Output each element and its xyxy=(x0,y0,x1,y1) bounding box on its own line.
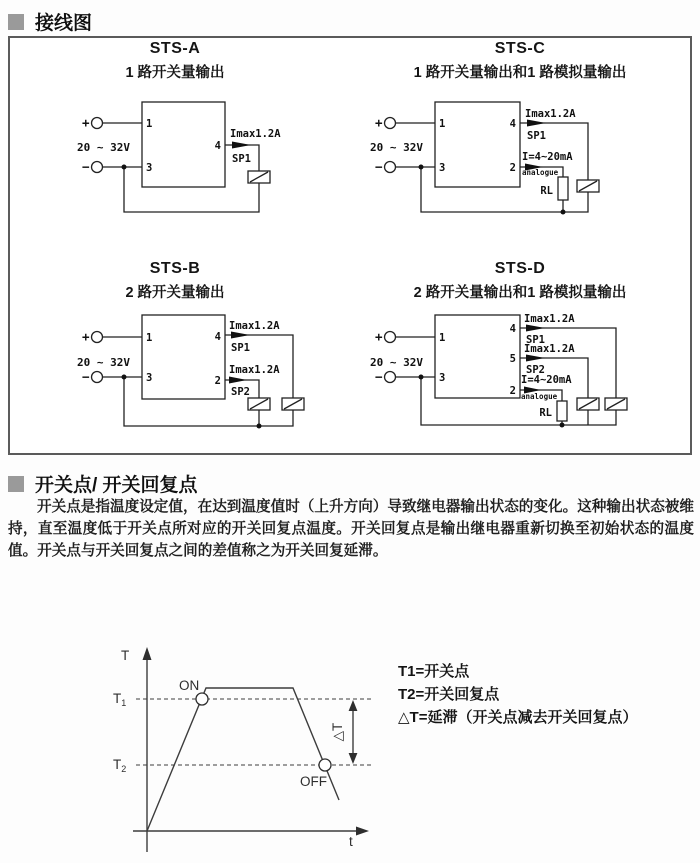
wiring-section-title: 接线图 xyxy=(35,13,93,34)
output-arrow-icon xyxy=(231,332,250,339)
legend-line-t1: T1=开关点 xyxy=(398,663,470,680)
off-label: OFF xyxy=(300,774,327,789)
sts-a-circuit-svg xyxy=(60,95,290,220)
rl-label: RL xyxy=(540,185,553,197)
pin-3-label: 3 xyxy=(146,162,153,174)
delta-t-label: △T xyxy=(330,722,345,742)
on-point-marker xyxy=(196,693,208,705)
sts-a-title-block xyxy=(15,40,335,82)
voltage-label: 20 ~ 32V xyxy=(77,356,130,369)
t2-tick-label: $T_2$ xyxy=(113,757,127,774)
sts-d-name: STS-D xyxy=(494,260,546,277)
pin-1-label: 1 xyxy=(146,118,153,130)
sts-c-subtitle: 1 路开关量输出和1 路模拟量输出 xyxy=(413,65,627,81)
rl-label: RL xyxy=(539,407,552,419)
sts-b-title-block xyxy=(15,260,335,302)
pin-2-label: 2 xyxy=(509,162,516,174)
sts-d-title-block xyxy=(355,260,685,302)
minus-terminal-icon xyxy=(385,162,396,173)
hysteresis-graph-svg xyxy=(100,630,390,860)
wiring-section-header xyxy=(8,8,92,35)
voltage-label: 20 ~ 32V xyxy=(77,141,130,154)
plus-terminal-icon xyxy=(92,118,103,129)
device-box xyxy=(435,102,520,187)
sts-a-name: STS-A xyxy=(149,40,201,57)
minus-label: − xyxy=(375,159,383,174)
relay-icon xyxy=(605,398,627,410)
imax-label: Imax1.2A xyxy=(524,343,575,355)
voltage-label: 20 ~ 32V xyxy=(370,141,423,154)
junction-dot xyxy=(122,165,127,170)
analogue-label: analogue xyxy=(522,168,559,177)
legend-line-t2: T2=开关回复点 xyxy=(398,686,500,703)
sts-b-name: STS-B xyxy=(149,260,201,277)
pin-1-label: 1 xyxy=(439,118,446,130)
legend-line-delta: △T=延滞（开关点减去开关回复点） xyxy=(398,709,638,726)
minus-terminal-icon xyxy=(92,162,103,173)
pin-3-label: 3 xyxy=(439,372,446,384)
minus-label: − xyxy=(82,369,90,384)
switchpoint-paragraph: 开关点是指温度设定值，在达到温度值时（上升方向）导致继电器输出状态的变化。这种输出状态被维持，直至温度低于开关点所对应的开关回复点温度。开关回复点是输出继电器重新切换至初始状态的温度值。开关点与开关回复点之间的差值称之为开关回复延滞。 xyxy=(8,499,694,559)
output-arrow-icon xyxy=(526,325,545,332)
output-arrow-icon xyxy=(526,355,545,362)
switchpoint-section-title: 开关点/ 开关回复点 xyxy=(35,475,198,496)
x-axis-label: t xyxy=(349,834,353,849)
pin-4-label: 4 xyxy=(509,118,516,130)
imax-label: Imax1.2A xyxy=(524,313,575,325)
plus-label: + xyxy=(375,115,383,130)
device-box xyxy=(142,315,225,399)
device-box xyxy=(435,315,520,398)
junction-dot xyxy=(122,375,127,380)
pin-3-label: 3 xyxy=(146,372,153,384)
output-arrow-icon xyxy=(229,377,247,384)
junction-dot xyxy=(419,375,424,380)
plus-label: + xyxy=(375,329,383,344)
sp1-label: SP1 xyxy=(526,334,545,346)
sp1-label: SP1 xyxy=(527,130,546,142)
graph-axes xyxy=(133,647,369,852)
voltage-label: 20 ~ 32V xyxy=(370,356,423,369)
relay-icon xyxy=(248,398,270,410)
pin-4-label: 4 xyxy=(214,140,221,152)
sp1-label: SP1 xyxy=(231,342,250,354)
junction-dot xyxy=(419,165,424,170)
pin-4-label: 4 xyxy=(509,323,516,335)
off-point-marker xyxy=(319,759,331,771)
pin-5-label: 5 xyxy=(509,353,516,365)
relay-icon xyxy=(577,180,599,192)
pin-3-label: 3 xyxy=(439,162,446,174)
sp1-label: SP1 xyxy=(232,153,251,165)
imax-label: Imax1.2A xyxy=(229,364,280,376)
sts-d-circuit-svg xyxy=(365,306,635,436)
sp2-label: SP2 xyxy=(526,364,545,376)
imax-label: Imax1.2A xyxy=(525,108,576,120)
junction-dot xyxy=(560,423,565,428)
temperature-curve xyxy=(147,688,339,831)
pin-4-label: 4 xyxy=(214,331,221,343)
analog-current-label: I=4~20mA xyxy=(522,151,573,163)
y-axis-label: T xyxy=(121,648,130,663)
junction-dot xyxy=(257,424,262,429)
sts-c-name: STS-C xyxy=(494,40,546,57)
plus-terminal-icon xyxy=(385,332,396,343)
minus-label: − xyxy=(82,159,90,174)
relay-icon xyxy=(577,398,599,410)
sts-c-title-block xyxy=(355,40,685,82)
imax-label: Imax1.2A xyxy=(230,128,281,140)
plus-terminal-icon xyxy=(92,332,103,343)
minus-label: − xyxy=(375,369,383,384)
switchpoint-section-header xyxy=(8,470,198,497)
relay-icon xyxy=(282,398,304,410)
sts-b-subtitle: 2 路开关量输出 xyxy=(125,285,225,301)
analogue-label: analogue xyxy=(521,392,558,401)
output-arrow-icon xyxy=(232,142,251,149)
resistor-rl-icon xyxy=(558,177,568,200)
sts-c-circuit-svg xyxy=(365,95,610,220)
pin-1-label: 1 xyxy=(439,332,446,344)
t1-tick-label: $T_1$ xyxy=(113,691,127,708)
plus-terminal-icon xyxy=(385,118,396,129)
graph-legend xyxy=(398,660,637,729)
section-bullet-icon xyxy=(8,14,24,30)
minus-terminal-icon xyxy=(92,372,103,383)
imax-label: Imax1.2A xyxy=(229,320,280,332)
minus-terminal-icon xyxy=(385,372,396,383)
sts-a-subtitle: 1 路开关量输出 xyxy=(125,65,225,81)
pin-2-label: 2 xyxy=(214,375,221,387)
section-bullet-icon xyxy=(8,476,24,492)
junction-dot xyxy=(561,210,566,215)
output-arrow-icon xyxy=(527,120,546,127)
plus-label: + xyxy=(82,329,90,344)
pin-2-label: 2 xyxy=(509,385,516,397)
sts-d-subtitle: 2 路开关量输出和1 路模拟量输出 xyxy=(413,285,627,301)
device-box xyxy=(142,102,225,187)
sp2-label: SP2 xyxy=(231,386,250,398)
relay-icon xyxy=(248,171,270,183)
resistor-rl-icon xyxy=(557,401,567,421)
on-label: ON xyxy=(179,678,200,693)
pin-1-label: 1 xyxy=(146,332,153,344)
analog-current-label: I=4~20mA xyxy=(521,374,572,386)
plus-label: + xyxy=(82,115,90,130)
delta-t-arrow xyxy=(349,700,358,764)
sts-b-circuit-svg xyxy=(60,310,310,435)
